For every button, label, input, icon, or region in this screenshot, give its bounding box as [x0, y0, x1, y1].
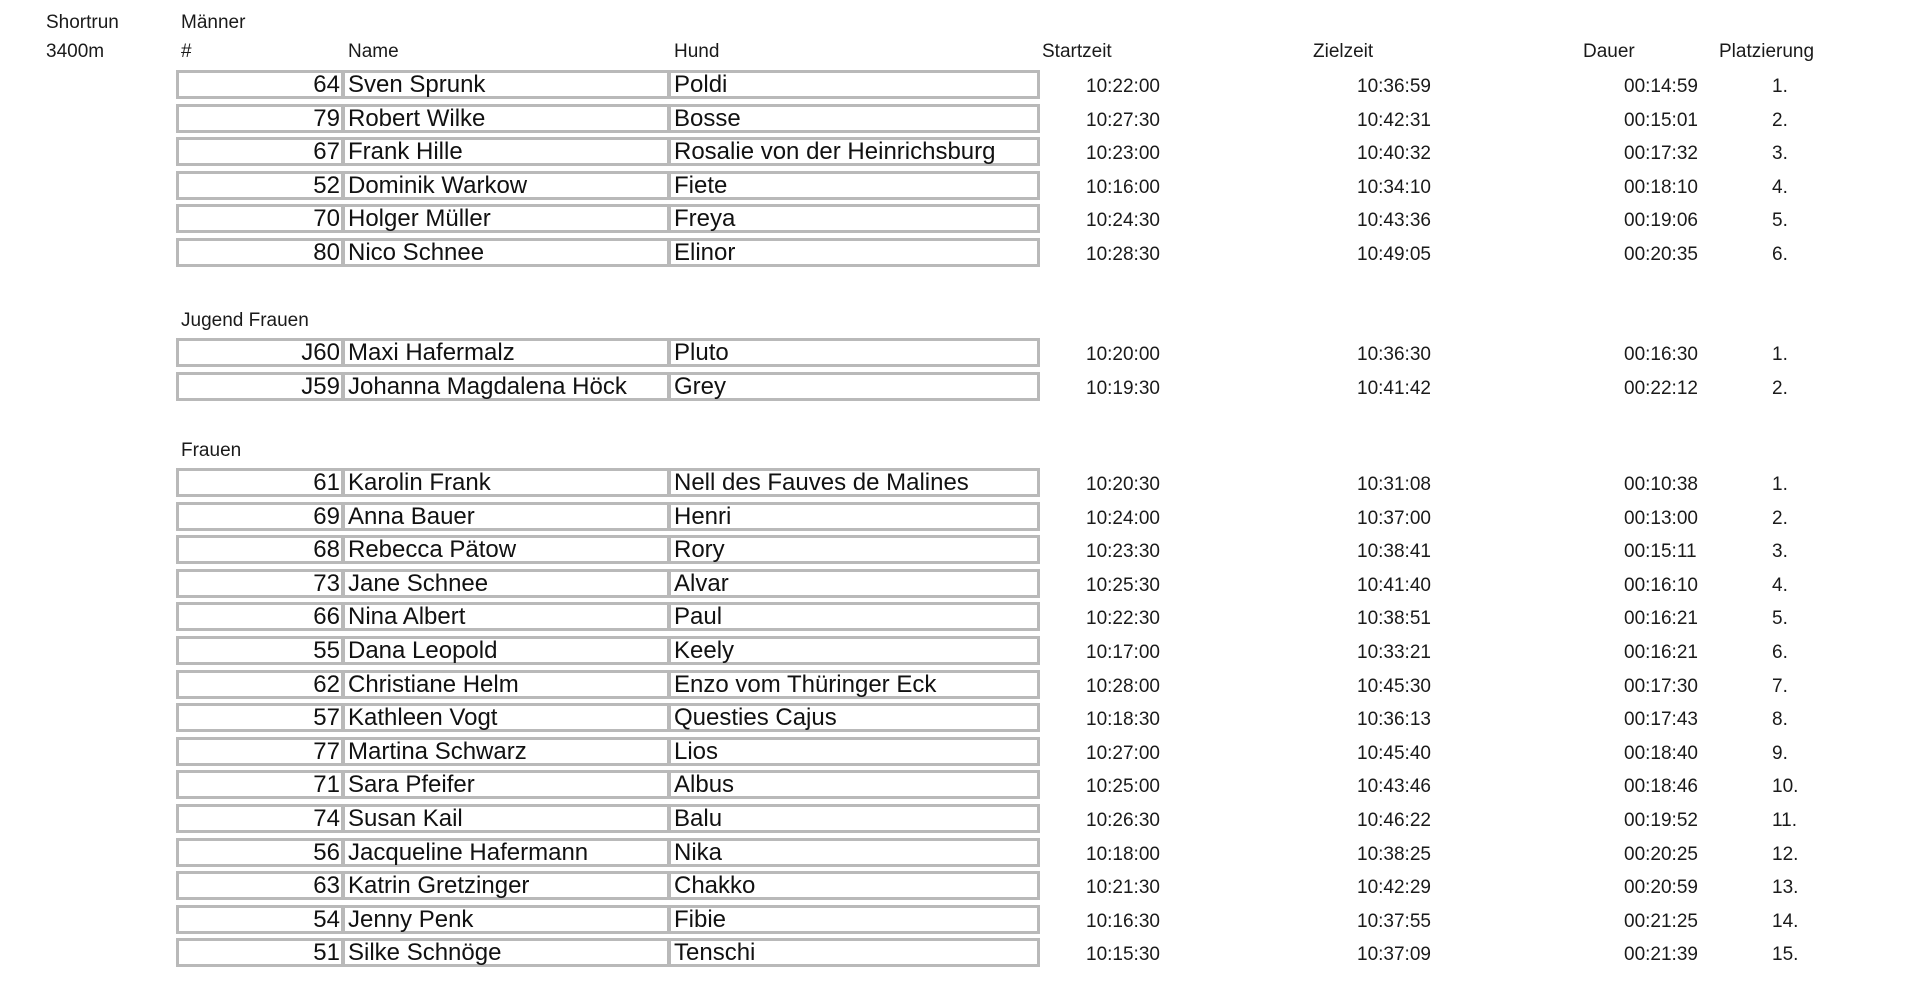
participant-name: Anna Bauer — [348, 503, 475, 530]
start-number: 77 — [313, 738, 340, 765]
dog-name: Enzo vom Thüringer Eck — [674, 671, 937, 698]
start-time: 10:17:00 — [1086, 642, 1160, 663]
duration: 00:21:25 — [1624, 911, 1698, 932]
start-time: 10:22:00 — [1086, 76, 1160, 97]
table-row — [0, 770, 1920, 803]
dog-name: Paul — [674, 603, 723, 630]
start-time: 10:28:00 — [1086, 676, 1160, 697]
start-number: J60 — [301, 339, 340, 366]
dog-name: Poldi — [674, 71, 728, 98]
placement: 4. — [1772, 575, 1788, 596]
dog-name: Rory — [674, 536, 725, 563]
finish-time: 10:34:10 — [1357, 177, 1431, 198]
finish-time: 10:40:32 — [1357, 143, 1431, 164]
participant-name: Maxi Hafermalz — [348, 339, 515, 366]
dog-cell-box — [668, 737, 1040, 766]
participant-name: Katrin Gretzinger — [348, 872, 530, 899]
start-time: 10:26:30 — [1086, 810, 1160, 831]
participant-name: Kathleen Vogt — [348, 704, 498, 731]
start-time: 10:20:30 — [1086, 474, 1160, 495]
table-row — [0, 70, 1920, 103]
finish-time: 10:45:30 — [1357, 676, 1431, 697]
start-number: 61 — [313, 469, 340, 496]
duration: 00:16:10 — [1624, 575, 1698, 596]
event-title: Shortrun — [46, 12, 119, 33]
table-row — [0, 602, 1920, 635]
start-time: 10:19:30 — [1086, 378, 1160, 399]
table-row — [0, 535, 1920, 568]
column-header-name: Name — [348, 41, 399, 62]
start-time: 10:28:30 — [1086, 244, 1160, 265]
start-time: 10:16:30 — [1086, 911, 1160, 932]
duration: 00:15:11 — [1624, 541, 1697, 562]
placement: 8. — [1772, 709, 1788, 730]
participant-name: Robert Wilke — [348, 105, 486, 132]
finish-time: 10:49:05 — [1357, 244, 1431, 265]
placement: 2. — [1772, 110, 1788, 131]
finish-time: 10:36:59 — [1357, 76, 1431, 97]
dog-name: Balu — [674, 805, 723, 832]
start-number: 70 — [313, 205, 340, 232]
finish-time: 10:43:46 — [1357, 776, 1431, 797]
duration: 00:19:06 — [1624, 210, 1698, 231]
participant-name: Sara Pfeifer — [348, 771, 475, 798]
duration: 00:20:35 — [1624, 244, 1698, 265]
placement: 1. — [1772, 474, 1788, 495]
start-number: J59 — [301, 373, 340, 400]
placement: 14. — [1772, 911, 1799, 932]
start-number: 73 — [313, 570, 340, 597]
start-number: 57 — [313, 704, 340, 731]
table-row — [0, 804, 1920, 837]
placement: 2. — [1772, 508, 1788, 529]
participant-name: Susan Kail — [348, 805, 463, 832]
start-time: 10:21:30 — [1086, 877, 1160, 898]
finish-time: 10:42:31 — [1357, 110, 1431, 131]
participant-name: Sven Sprunk — [348, 71, 486, 98]
dog-name: Fiete — [674, 172, 728, 199]
duration: 00:16:21 — [1624, 608, 1698, 629]
placement: 9. — [1772, 743, 1788, 764]
duration: 00:13:00 — [1624, 508, 1698, 529]
dog-name: Keely — [674, 637, 735, 664]
participant-name: Karolin Frank — [348, 469, 491, 496]
participant-name: Silke Schnöge — [348, 939, 502, 966]
duration: 00:20:25 — [1624, 844, 1698, 865]
finish-time: 10:38:51 — [1357, 608, 1431, 629]
duration: 00:20:59 — [1624, 877, 1698, 898]
start-time: 10:23:00 — [1086, 143, 1160, 164]
table-row — [0, 372, 1920, 405]
dog-name: Questies Cajus — [674, 704, 837, 731]
table-row — [0, 703, 1920, 736]
duration: 00:18:10 — [1624, 177, 1698, 198]
dog-name: Nell des Fauves de Malines — [674, 469, 969, 496]
participant-name: Dominik Warkow — [348, 172, 528, 199]
duration: 00:14:59 — [1624, 76, 1698, 97]
start-time: 10:16:00 — [1086, 177, 1160, 198]
finish-time: 10:37:55 — [1357, 911, 1431, 932]
start-number: 67 — [313, 138, 340, 165]
start-number: 69 — [313, 503, 340, 530]
start-number: 79 — [313, 105, 340, 132]
start-number: 63 — [313, 872, 340, 899]
placement: 1. — [1772, 76, 1788, 97]
finish-time: 10:41:40 — [1357, 575, 1431, 596]
participant-name: Rebecca Pätow — [348, 536, 517, 563]
finish-time: 10:41:42 — [1357, 378, 1431, 399]
column-header-finish: Zielzeit — [1313, 41, 1374, 62]
duration: 00:18:46 — [1624, 776, 1698, 797]
start-time: 10:18:30 — [1086, 709, 1160, 730]
table-row — [0, 938, 1920, 971]
start-time: 10:25:30 — [1086, 575, 1160, 596]
section-title-maenner: Männer — [181, 12, 246, 33]
duration: 00:15:01 — [1624, 110, 1698, 131]
start-number: 66 — [313, 603, 340, 630]
start-time: 10:18:00 — [1086, 844, 1160, 865]
table-row — [0, 838, 1920, 871]
dog-name: Lios — [674, 738, 719, 765]
dog-name: Bosse — [674, 105, 741, 132]
dog-cell-box — [668, 838, 1040, 867]
finish-time: 10:36:13 — [1357, 709, 1431, 730]
start-time: 10:27:30 — [1086, 110, 1160, 131]
placement: 15. — [1772, 944, 1799, 965]
duration: 00:17:30 — [1624, 676, 1698, 697]
start-time: 10:27:00 — [1086, 743, 1160, 764]
start-number: 80 — [313, 239, 340, 266]
dog-name: Tenschi — [674, 939, 756, 966]
participant-name: Martina Schwarz — [348, 738, 527, 765]
start-number: 51 — [313, 939, 340, 966]
placement: 4. — [1772, 177, 1788, 198]
event-distance: 3400m — [46, 41, 105, 62]
finish-time: 10:38:41 — [1357, 541, 1431, 562]
table-row — [0, 636, 1920, 669]
participant-name: Dana Leopold — [348, 637, 498, 664]
duration: 00:19:52 — [1624, 810, 1698, 831]
duration: 00:22:12 — [1624, 378, 1698, 399]
duration: 00:17:43 — [1624, 709, 1698, 730]
finish-time: 10:46:22 — [1357, 810, 1431, 831]
column-header-dog: Hund — [674, 41, 720, 62]
column-header-number: # — [181, 41, 192, 62]
start-number: 74 — [313, 805, 340, 832]
dog-name: Albus — [674, 771, 735, 798]
participant-name: Jacqueline Hafermann — [348, 839, 589, 866]
start-time: 10:24:00 — [1086, 508, 1160, 529]
placement: 1. — [1772, 344, 1788, 365]
column-header-duration: Dauer — [1583, 41, 1635, 62]
table-row — [0, 468, 1920, 501]
start-number: 55 — [313, 637, 340, 664]
table-row — [0, 204, 1920, 237]
placement: 13. — [1772, 877, 1799, 898]
duration: 00:18:40 — [1624, 743, 1698, 764]
table-row — [0, 137, 1920, 170]
placement: 6. — [1772, 642, 1788, 663]
participant-name: Nico Schnee — [348, 239, 485, 266]
dog-name: Henri — [674, 503, 732, 530]
finish-time: 10:36:30 — [1357, 344, 1431, 365]
placement: 5. — [1772, 210, 1788, 231]
participant-name: Holger Müller — [348, 205, 491, 232]
finish-time: 10:45:40 — [1357, 743, 1431, 764]
table-row — [0, 171, 1920, 204]
duration: 00:16:30 — [1624, 344, 1698, 365]
start-number: 71 — [313, 771, 340, 798]
dog-name: Fibie — [674, 906, 727, 933]
finish-time: 10:31:08 — [1357, 474, 1431, 495]
start-number: 52 — [313, 172, 340, 199]
dog-cell-box — [668, 602, 1040, 631]
placement: 7. — [1772, 676, 1788, 697]
dog-name: Alvar — [674, 570, 729, 597]
placement: 6. — [1772, 244, 1788, 265]
participant-name: Jenny Penk — [348, 906, 474, 933]
start-time: 10:15:30 — [1086, 944, 1160, 965]
dog-name: Grey — [674, 373, 727, 400]
participant-name: Frank Hille — [348, 138, 463, 165]
placement: 3. — [1772, 541, 1788, 562]
table-row — [0, 238, 1920, 271]
dog-name: Elinor — [674, 239, 736, 266]
duration: 00:16:21 — [1624, 642, 1698, 663]
duration: 00:10:38 — [1624, 474, 1698, 495]
start-number: 62 — [313, 671, 340, 698]
finish-time: 10:38:25 — [1357, 844, 1431, 865]
table-row — [0, 871, 1920, 904]
finish-time: 10:43:36 — [1357, 210, 1431, 231]
start-number: 64 — [313, 71, 340, 98]
column-header-placement: Platzierung — [1719, 41, 1815, 62]
placement: 3. — [1772, 143, 1788, 164]
dog-name: Nika — [674, 839, 723, 866]
start-time: 10:25:00 — [1086, 776, 1160, 797]
finish-time: 10:42:29 — [1357, 877, 1431, 898]
duration: 00:17:32 — [1624, 143, 1698, 164]
finish-time: 10:37:09 — [1357, 944, 1431, 965]
participant-name: Nina Albert — [348, 603, 466, 630]
dog-name: Freya — [674, 205, 736, 232]
dog-name: Chakko — [674, 872, 756, 899]
dog-name: Rosalie von der Heinrichsburg — [674, 138, 996, 165]
placement: 5. — [1772, 608, 1788, 629]
start-time: 10:24:30 — [1086, 210, 1160, 231]
start-time: 10:20:00 — [1086, 344, 1160, 365]
table-row — [0, 502, 1920, 535]
participant-name: Jane Schnee — [348, 570, 489, 597]
finish-time: 10:33:21 — [1357, 642, 1431, 663]
table-row — [0, 905, 1920, 938]
participant-name: Christiane Helm — [348, 671, 519, 698]
start-time: 10:23:30 — [1086, 541, 1160, 562]
table-row — [0, 737, 1920, 770]
placement: 12. — [1772, 844, 1799, 865]
placement: 2. — [1772, 378, 1788, 399]
finish-time: 10:37:00 — [1357, 508, 1431, 529]
start-number: 56 — [313, 839, 340, 866]
table-row — [0, 338, 1920, 371]
placement: 11. — [1772, 810, 1798, 831]
participant-name: Johanna Magdalena Höck — [348, 373, 627, 400]
table-row — [0, 670, 1920, 703]
start-number: 68 — [313, 536, 340, 563]
dog-cell-box — [668, 804, 1040, 833]
section-title-frauen: Frauen — [181, 440, 242, 461]
table-row — [0, 104, 1920, 137]
dog-name: Pluto — [674, 339, 729, 366]
start-number: 54 — [313, 906, 340, 933]
start-time: 10:22:30 — [1086, 608, 1160, 629]
column-header-start: Startzeit — [1042, 41, 1112, 62]
table-row — [0, 569, 1920, 602]
placement: 10. — [1772, 776, 1799, 797]
duration: 00:21:39 — [1624, 944, 1698, 965]
section-title-jugend-frauen: Jugend Frauen — [181, 310, 309, 331]
